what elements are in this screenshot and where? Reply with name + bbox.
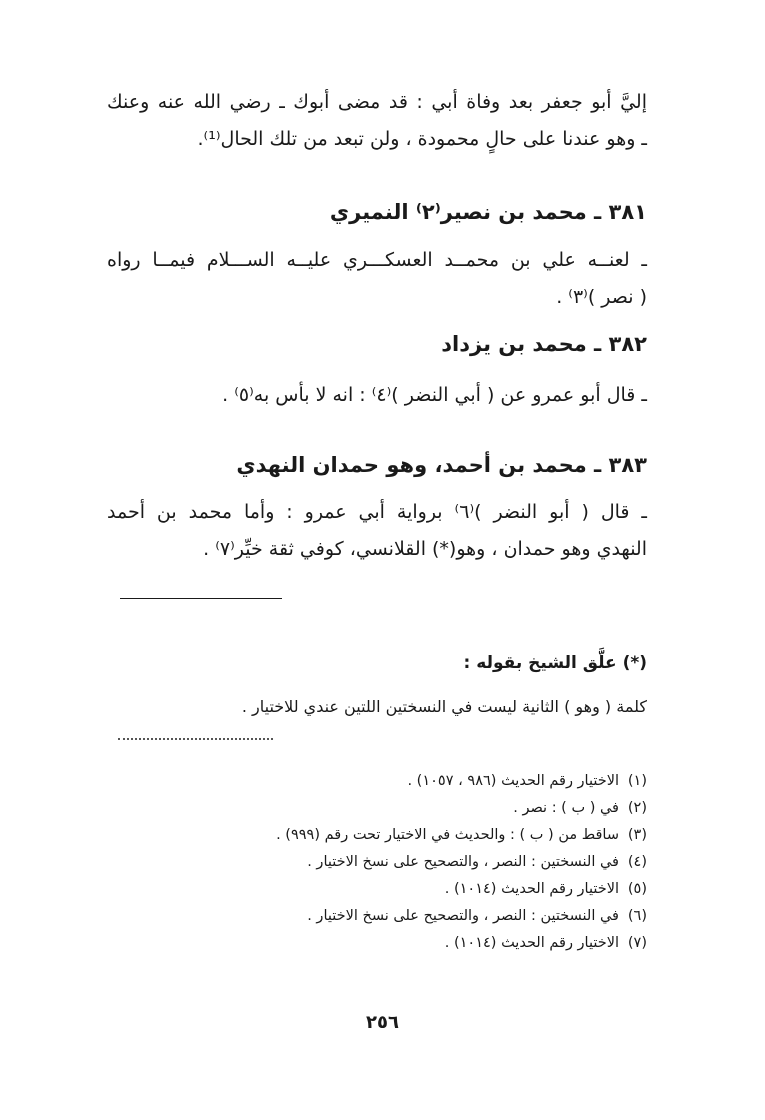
page-number: ٢٥٦ <box>366 1012 399 1033</box>
footnote-number: (٣) <box>627 827 647 843</box>
footnote-text: الاختيار رقم الحديث (١٠١٤) . <box>444 881 619 897</box>
paragraph-line: ـ قال ( أبو النضر )⁽٦⁾ برواية أبي عمرو : وأما محمد بن أحمد <box>107 501 648 523</box>
opening-paragraph <box>107 84 647 158</box>
footnote-item <box>127 849 647 876</box>
paragraph-line: ـ قال أبو عمرو عن ( أبي النضر )⁽٤⁾ : انه لا بأس به⁽٥⁾ . <box>222 384 647 406</box>
footnote-text: الاختيار رقم الحديث (٩٨٦ ، ١٠٥٧) . <box>407 773 619 789</box>
dotted-separator <box>118 738 273 740</box>
footnote-number: (١) <box>627 773 647 789</box>
entry-text-381 <box>107 242 647 316</box>
paragraph-line: النهدي وهو حمدان ، وهو(*) القلانسي، كوفي ثقة خيِّر⁽٧⁾ . <box>203 538 647 560</box>
entry-heading-382: ٣٨٢ ـ محمد بن يزداد <box>441 332 647 356</box>
entry-text-382 <box>107 377 647 414</box>
footnote-item <box>127 768 647 795</box>
entry-heading-383: ٣٨٣ ـ محمد بن أحمد، وهو حمدان النهدي <box>236 453 647 477</box>
footnotes-list <box>127 768 647 957</box>
footnote-text: في ( ب ) : نصر . <box>513 800 619 816</box>
footnote-number: (٧) <box>627 935 647 951</box>
footnote-item <box>127 876 647 903</box>
footnote-item <box>127 795 647 822</box>
footnote-number: (٢) <box>627 800 647 816</box>
paragraph-line: ـ لعنــه علي بن محمــد العسكـــري عليــه الســـلام فيمــا رواه <box>107 249 647 271</box>
footnote-item <box>127 930 647 957</box>
footnote-number: (٦) <box>627 908 647 924</box>
footnote-item <box>127 822 647 849</box>
paragraph-line: ـ وهو عندنا على حالٍ محمودة ، ولن تبعد من تلك الحال⁽¹⁾. <box>197 128 647 150</box>
paragraph-line: ( نصر )⁽٣⁾ . <box>556 286 647 308</box>
footnote-number: (٤) <box>627 854 647 870</box>
footnote-separator <box>120 598 282 599</box>
paragraph-line: إليَّ أبو جعفر بعد وفاة أبي : قد مضى أبوك ـ رضي الله عنه وعنك <box>107 91 647 113</box>
comment-text: كلمة ( وهو ) الثانية ليست في النسختين اللتين عندي للاختيار . <box>241 697 647 716</box>
entry-text-383 <box>107 494 647 568</box>
footnote-text: ساقط من ( ب ) : والحديث في الاختيار تحت رقم (٩٩٩) . <box>276 827 619 843</box>
footnote-number: (٥) <box>627 881 647 897</box>
entry-heading-381: ٣٨١ ـ محمد بن نصير⁽٢⁾ النميري <box>329 200 647 224</box>
footnote-text: في النسختين : النصر ، والتصحيح على نسخ الاختيار . <box>307 854 619 870</box>
footnote-text: الاختيار رقم الحديث (١٠١٤) . <box>444 935 619 951</box>
comment-heading: (*) علَّق الشيخ بقوله : <box>463 653 647 673</box>
footnote-item <box>127 903 647 930</box>
footnote-text: في النسختين : النصر ، والتصحيح على نسخ الاختيار . <box>307 908 619 924</box>
